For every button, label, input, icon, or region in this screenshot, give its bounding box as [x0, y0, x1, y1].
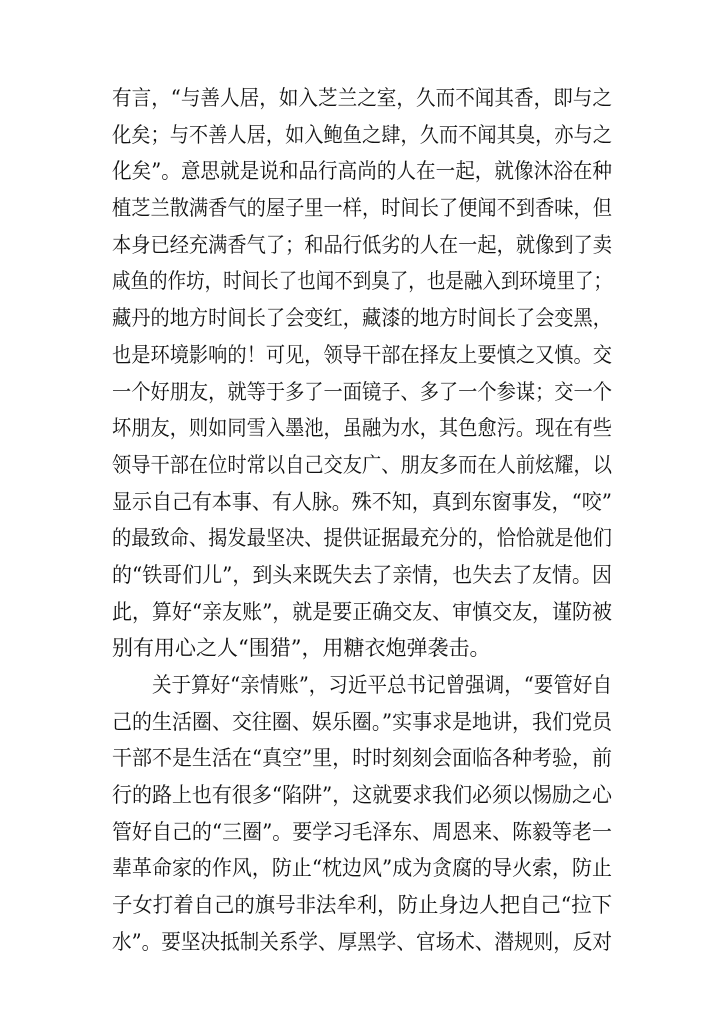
text-line: 本身已经充满香气了；和品行低劣的人在一起，就像到了卖	[112, 232, 612, 257]
paragraph-2	[112, 667, 612, 961]
text-line: 干部不是生活在“真空”里，时时刻刻会面临各种考验，前	[112, 746, 612, 771]
text-line: 坏朋友，则如同雪入墨池，虽融为水，其色愈污。现在有些	[112, 416, 612, 441]
text-line: 咸鱼的作坊，时间长了也闻不到臭了，也是融入到环境里了；	[112, 269, 612, 294]
text-line: 关于算好“亲情账”，习近平总书记曾强调，“要管好自	[152, 673, 612, 697]
text-line: 己的生活圈、交往圈、娱乐圈。”实事求是地讲，我们党员	[112, 709, 612, 734]
text-line: 的最致命、揭发最坚决、提供证据最充分的，恰恰就是他们	[112, 526, 612, 551]
text-line: 领导干部在位时常以自己交友广、朋友多而在人前炫耀，以	[112, 452, 612, 477]
text-line: 植芝兰散满香气的屋子里一样，时间长了便闻不到香味，但	[112, 196, 612, 221]
paragraph-1	[112, 80, 612, 667]
text-line: 也是环境影响的！可见，领导干部在择友上要慎之又慎。交	[112, 342, 612, 367]
text-line: 一个好朋友，就等于多了一面镜子、多了一个参谋；交一个	[112, 379, 612, 404]
text-line: 别有用心之人“围猎”，用糖衣炮弹袭击。	[112, 636, 491, 661]
text-line: 水”。要坚决抵制关系学、厚黑学、官场术、潜规则，反对	[112, 929, 612, 954]
text-line: 此，算好“亲友账”，就是要正确交友、审慎交友，谨防被	[112, 599, 612, 624]
text-line: 辈革命家的作风，防止“枕边风”成为贪腐的导火索，防止	[112, 856, 612, 881]
text-line: 显示自己有本事、有人脉。殊不知，真到东窗事发，“咬”	[112, 489, 612, 514]
text-line: 化矣；与不善人居，如入鲍鱼之肆，久而不闻其臭，亦与之	[112, 122, 612, 147]
document-page	[112, 80, 612, 961]
text-line: 化矣”。意思就是说和品行高尚的人在一起，就像沐浴在种	[112, 159, 612, 184]
text-line: 藏丹的地方时间长了会变红，藏漆的地方时间长了会变黑，	[112, 306, 612, 331]
text-line: 有言，“与善人居，如入芝兰之室，久而不闻其香，即与之	[112, 86, 612, 110]
text-line: 子女打着自己的旗号非法牟利，防止身边人把自己“拉下	[112, 893, 612, 918]
text-line: 行的路上也有很多“陷阱”，这就要求我们必须以惕励之心	[112, 783, 612, 808]
text-line: 的“铁哥们儿”，到头来既失去了亲情，也失去了友情。因	[112, 562, 612, 587]
text-line: 管好自己的“三圈”。要学习毛泽东、周恩来、陈毅等老一	[112, 819, 612, 844]
